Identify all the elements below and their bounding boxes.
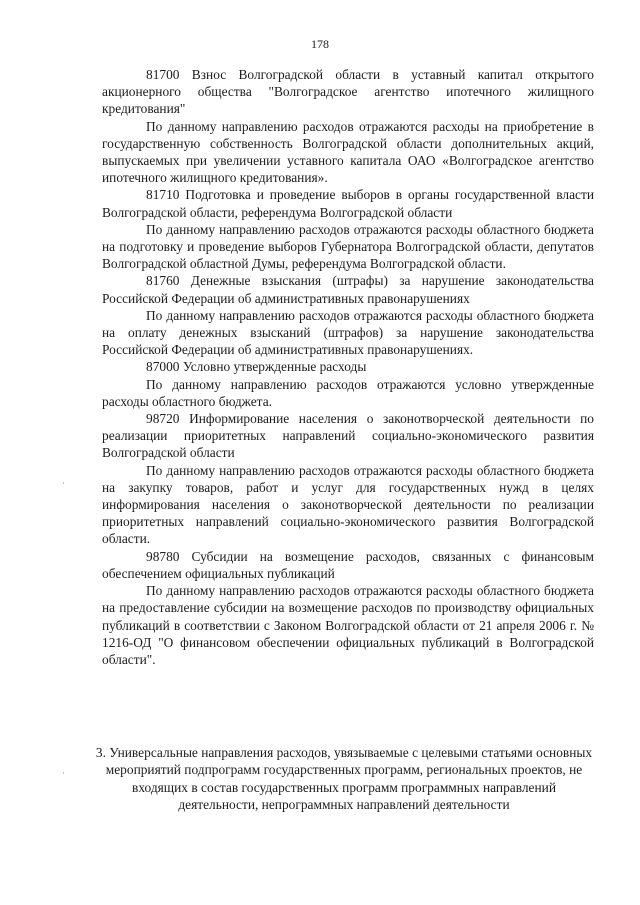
code-heading-98780: 98780 Субсидии на возмещение расходов, связанных с финансовым обеспечением официальных публикаций: [102, 548, 594, 581]
paragraph-81700: По данному направлению расходов отражаются расходы на приобретение в государственную собственность Волгоградской области дополнительных акций, выпускаемых при увеличении уставного капитала ОАО «Волгоградское агентство ипотечного жилищного кредитования».: [102, 118, 594, 186]
section-heading: 3. Универсальные направления расходов, увязываемые с целевыми статьями основных мероприятий подпрограмм государственных программ, региональных проектов, не входящих в состав государственных программ программных направлений деятельности, непрограммных направлений деятельности: [95, 745, 593, 813]
paragraph-87000: По данному направлению расходов отражаются условно утвержденные расходы областного бюджета.: [102, 376, 594, 409]
paragraph-98720: По данному направлению расходов отражаются расходы областного бюджета на закупку товаров, работ и услуг для государственных нужд в целях информирования населения о законотворческой деятельности по реализации приоритетных направлений социально-экономического развития Волгоградской области.: [102, 462, 594, 547]
paragraph-81760: По данному направлению расходов отражаются расходы областного бюджета на оплату денежных взысканий (штрафов) за нарушение законодательства Российской Федерации об административных правонарушениях.: [102, 307, 594, 358]
code-heading-87000: 87000 Условно утвержденные расходы: [146, 359, 367, 375]
paragraph-98780: По данному направлению расходов отражаются расходы областного бюджета на предоставление субсидии на возмещение расходов по производству официальных публикаций в соответствии с Законом Волгоградской области от 21 апреля 2006 г. № 1216-ОД "О финансовом обеспечении официальных публикаций в Волгоградской области".: [102, 583, 594, 667]
code-heading-81710: 81710 Подготовка и проведение выборов в органы государственной власти Волгоградской области, референдума Волгоградской области: [102, 187, 594, 220]
code-heading-98720: 98720 Информирование населения о законотворческой деятельности по реализации приоритетных направлений социально-экономического развития Волгоградской области: [102, 411, 594, 461]
paragraph-81710: По данному направлению расходов отражаются расходы областного бюджета на подготовку и проведение выборов Губернатора Волгоградской области, депутатов Волгоградской областной Думы, референдума Волгоградской области.: [102, 221, 594, 272]
code-heading-81760: 81760 Денежные взыскания (штрафы) за нарушение законодательства Российской Федерации об административных правонарушениях: [102, 273, 594, 306]
document-body: [102, 66, 594, 668]
page-number: 178: [311, 37, 329, 51]
margin-mark: ·: [62, 478, 65, 488]
code-heading-81700: 81700 Взнос Волгоградской области в уставный капитал открытого акционерного общества "Волгоградское агентство ипотечного жилищного кредитования": [102, 67, 594, 117]
margin-mark: ·: [62, 768, 65, 778]
